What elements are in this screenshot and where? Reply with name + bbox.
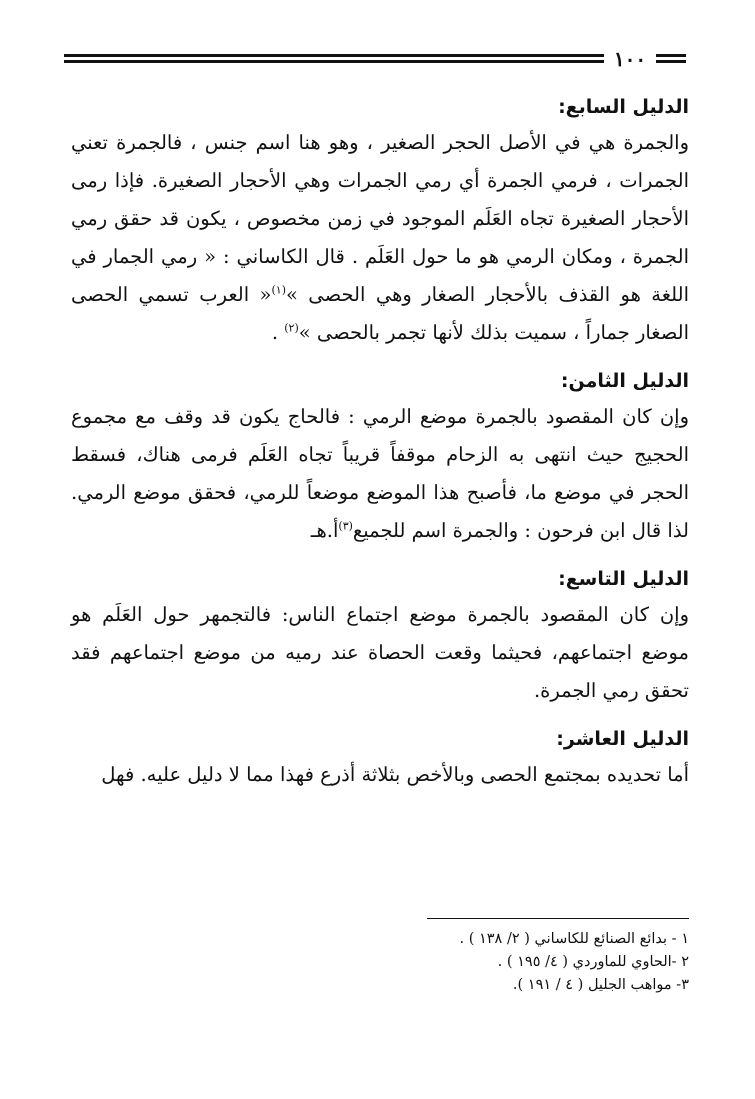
section-title-eighth: الدليل الثامن: <box>560 370 689 392</box>
footnote-ref-2[interactable]: (٢) <box>284 321 299 335</box>
section-title-ninth: الدليل التاسع: <box>558 568 689 590</box>
section-paragraph-ninth: وإن كان المقصود بالجمرة موضع اجتماع الناس: فالتجمهر حول العَلَم هو موضع اجتماعهم، فحيثما وقعت الحصاة عند رميه من موضع اجتماعهم فقد تحقق رمي الجمرة. <box>71 603 689 702</box>
paragraph-text: « العرب تسمي الحصى الصغار جماراً ، سميت بذلك لأنها تجمر بالحصى » <box>71 283 689 344</box>
section-paragraph-seventh <box>71 124 689 352</box>
section-paragraph-tenth: أما تحديده بمجتمع الحصى وبالأخص بثلاثة أذرع فهذا مما لا دليل عليه. فهل <box>101 763 689 786</box>
page-header <box>64 46 686 72</box>
paragraph-text: أ.هـ <box>310 519 339 542</box>
footnote-ref-3[interactable]: (٣) <box>338 519 353 533</box>
footnote-3: ٣- مواهب الجليل ( ٤ / ١٩١ ). <box>512 977 689 993</box>
section-title-tenth: الدليل العاشر: <box>556 728 689 750</box>
page-number: ١٠٠ <box>613 47 647 71</box>
footnote-ref-1[interactable]: (١) <box>271 283 286 297</box>
paragraph-text: . <box>271 321 285 344</box>
paragraph-text: وإن كان المقصود بالجمرة موضع الرمي : فالحاج يكون قد وقف مع مجموع الحجيج حيث انتهى به الزحام موقفاً قريباً تجاه العَلَم فرمى هناك، فسقط الحجر في موضع ما، فأصبح هذا الموضع موضعاً للرمي، فحقق موضع الرمي. لذا قال ابن فرحون : والجمرة اسم للجميع <box>71 405 689 542</box>
footnote-2: ٢ -الحاوي للماوردي ( ٤/ ١٩٥ ) . <box>497 954 689 970</box>
footnote-separator <box>427 918 689 919</box>
paragraph-text: والجمرة هي في الأصل الحجر الصغير ، وهو هنا اسم جنس ، فالجمرة تعني الجمرات ، فرمي الجمرة أي رمي الجمرات وهي الأحجار الصغيرة. فإذا رمى الأحجار الصغيرة تجاه العَلَم الموجود في زمن مخصوص ، يكون قد حقق رمي الجمرة ، ومكان الرمي هو ما حول العَلَم . قال الكاساني : « رمي الجمار في اللغة هو القذف بالأحجار الصغار وهي الحصى » <box>71 131 689 306</box>
footnote-1: ١ - بدائع الصنائع للكاساني ( ٢/ ١٣٨ ) . <box>459 931 689 947</box>
header-rule-long <box>64 54 604 63</box>
header-rule-short <box>656 54 686 63</box>
footnotes <box>289 928 689 997</box>
main-text <box>71 92 689 794</box>
section-paragraph-eighth <box>71 398 689 550</box>
section-title-seventh: الدليل السابع: <box>558 96 689 118</box>
